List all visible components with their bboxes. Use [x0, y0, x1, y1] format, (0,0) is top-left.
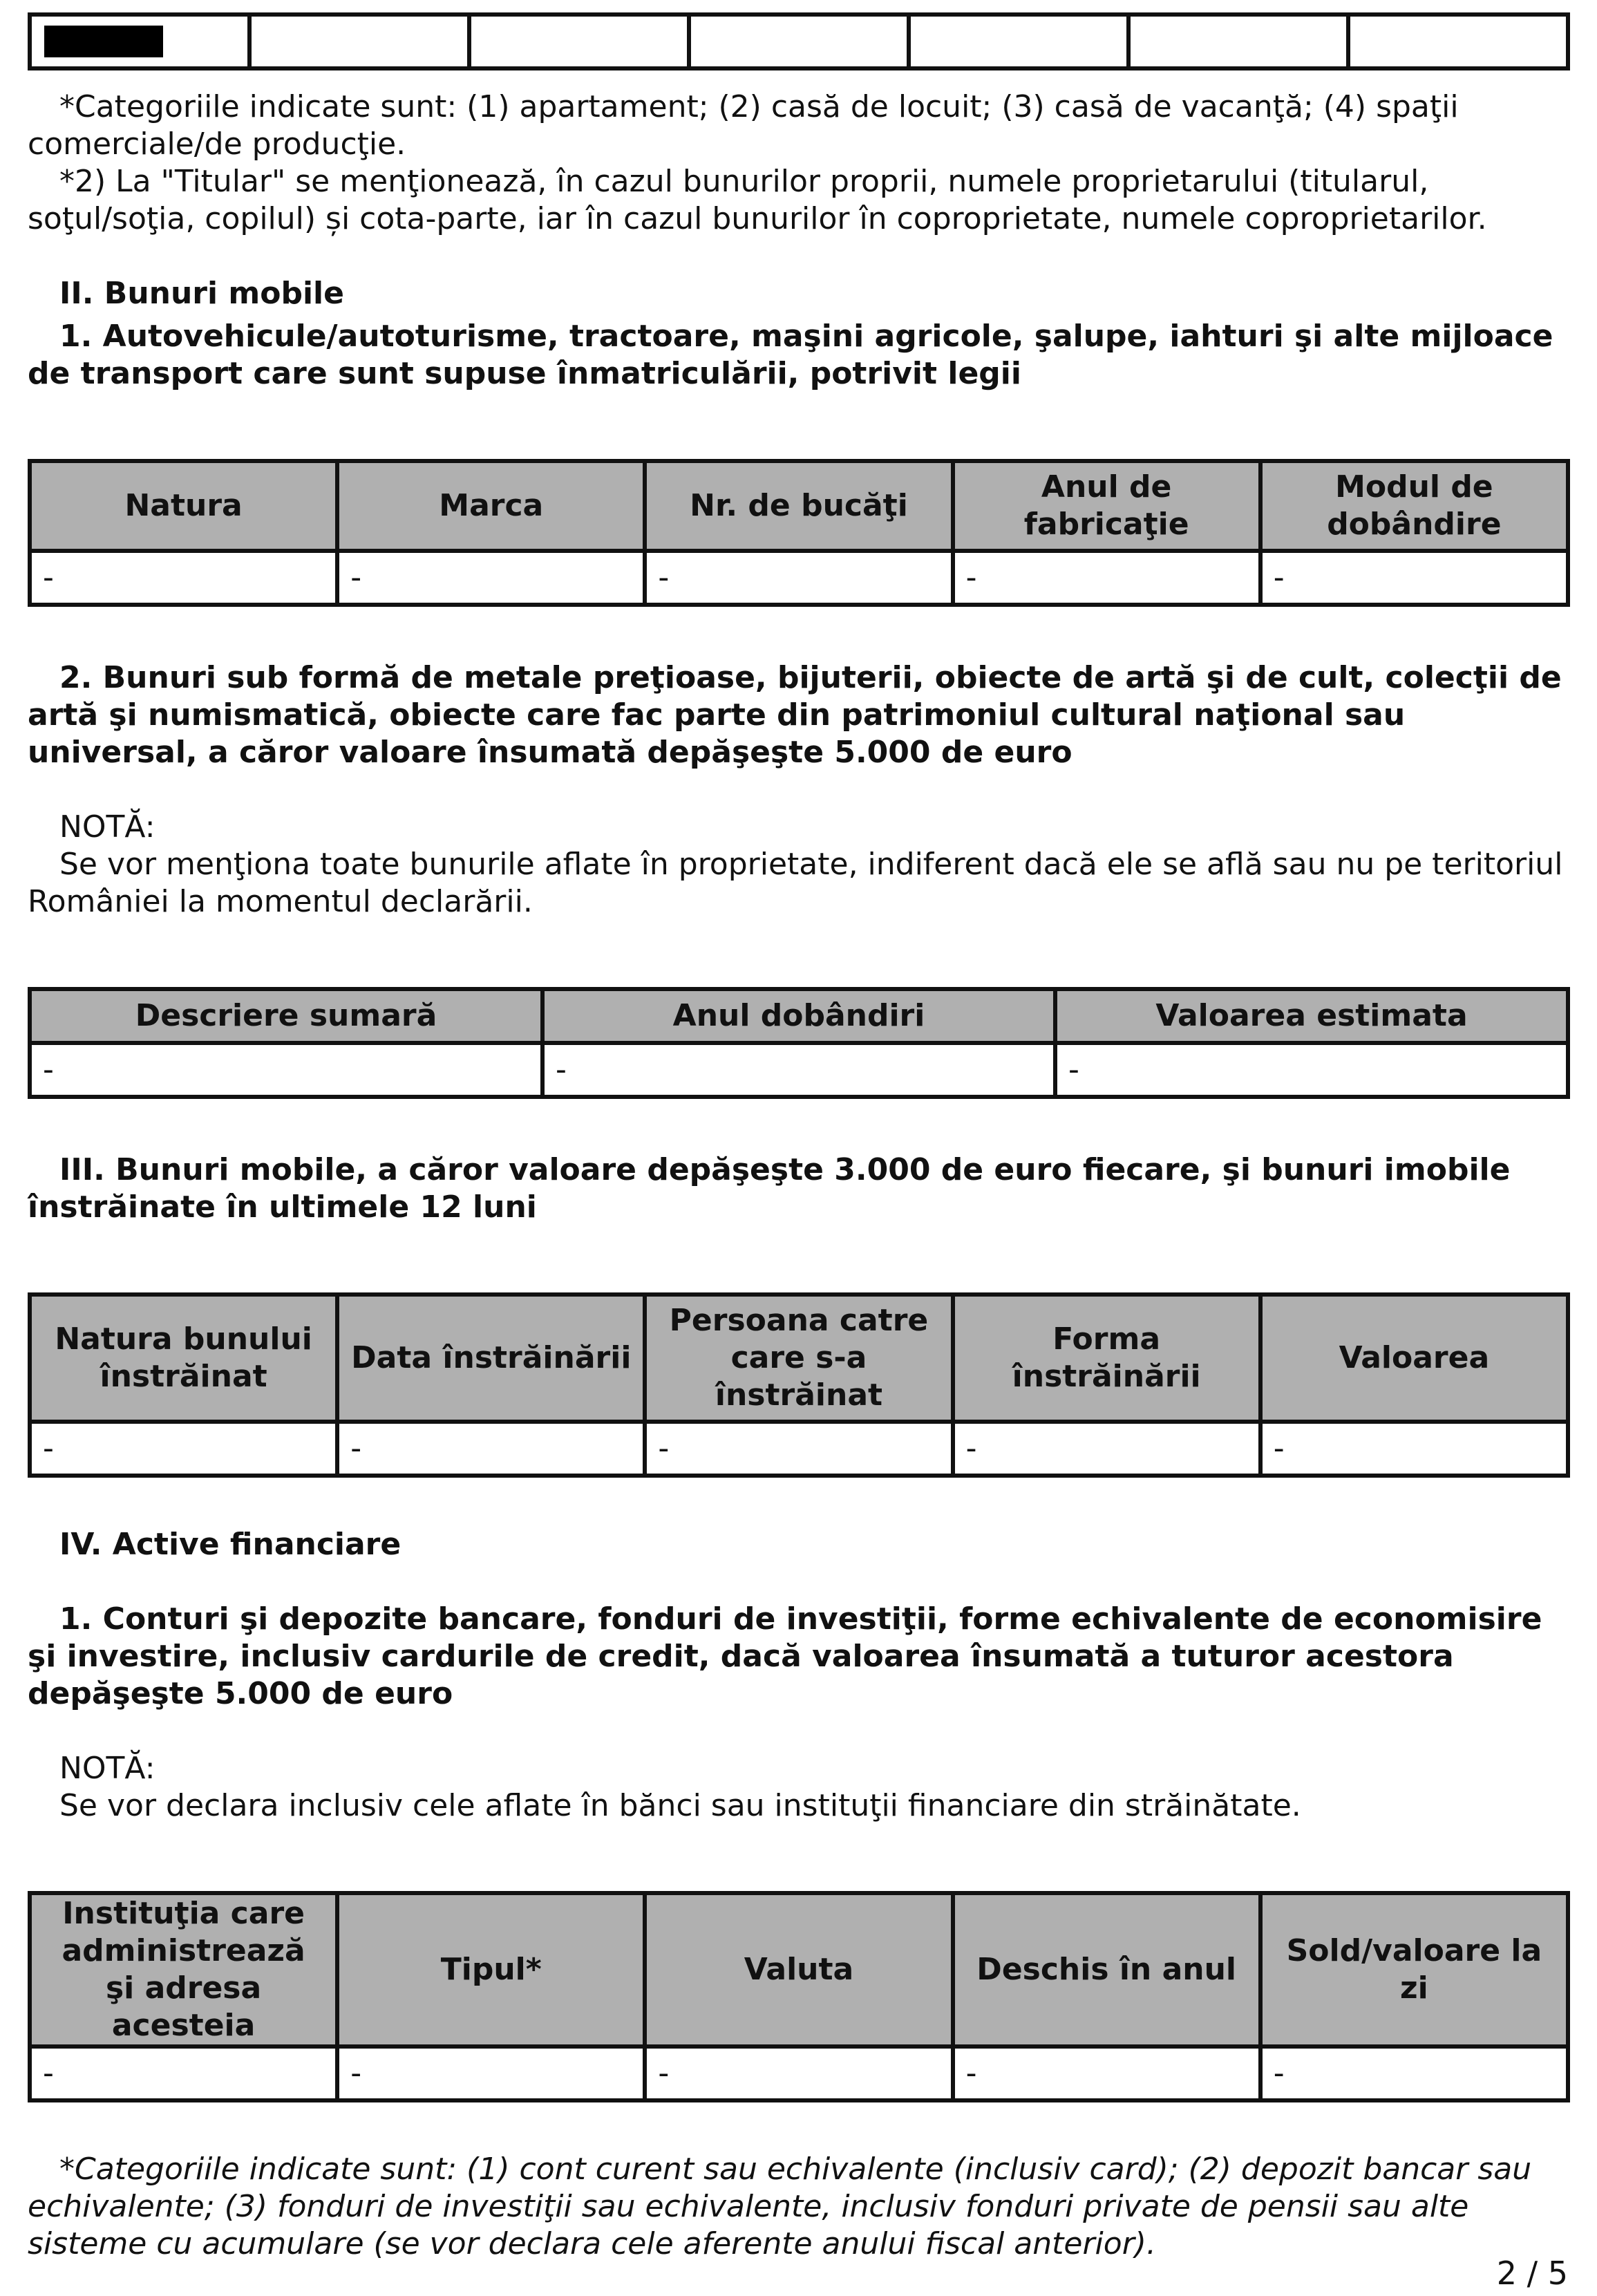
table-cell: -: [542, 1043, 1055, 1097]
table-cell: [249, 15, 469, 68]
col-header: Data înstrăinării: [337, 1295, 645, 1422]
table-cell: -: [1260, 2046, 1568, 2100]
table-row: [30, 1422, 1568, 1476]
table-cell: -: [645, 2046, 952, 2100]
col-header: Natura: [30, 461, 337, 551]
table-row: [30, 551, 1568, 605]
table-cell: [1128, 15, 1348, 68]
section-2-2-title: 2. Bunuri sub formă de metale preţioase, bijuterii, obiecte de artă şi de cult, colecţii de artă şi numismatică, obiecte care fac parte din patrimoniul cultural naţional sau universal, a căror valoare însumată depăşeşte 5.000 de euro: [28, 660, 1562, 770]
table-cell: -: [30, 2046, 337, 2100]
table-cell: -: [30, 551, 337, 605]
table-cell: -: [1260, 1422, 1568, 1476]
col-header: Anul de fabricaţie: [953, 461, 1260, 551]
table-cell: [1348, 15, 1568, 68]
note-label: NOTĂ:: [59, 1751, 155, 1786]
table-cell: -: [953, 1422, 1260, 1476]
col-header: Natura bunului înstrăinat: [30, 1295, 337, 1422]
section-2-title: II. Bunuri mobile: [59, 276, 344, 311]
redaction-bar: [44, 26, 163, 57]
table-cell: -: [337, 551, 645, 605]
table-row: [30, 1043, 1568, 1097]
col-header: Forma înstrăinării: [953, 1295, 1260, 1422]
document-page: [28, 12, 1570, 2263]
real-estate-note-1: *Categoriile indicate sunt: (1) apartament; (2) casă de locuit; (3) casă de vacanţă; (4) spaţii comerciale/de producţie.: [28, 89, 1459, 162]
table-cell: -: [337, 2046, 645, 2100]
table-header-row: [30, 989, 1568, 1043]
bank-accounts-table: [28, 1891, 1570, 2102]
vehicles-table: [28, 459, 1570, 607]
table-cell: -: [953, 551, 1260, 605]
section-4-1-title: 1. Conturi şi depozite bancare, fonduri de investiţii, forme echivalente de economisire şi investire, inclusiv cardurile de credit, dacă valoarea însumată a tuturor acestora depăşeşte 5.000 de euro: [28, 1601, 1542, 1711]
alienated-assets-table: [28, 1292, 1570, 1478]
col-header: Descriere sumară: [30, 989, 542, 1043]
col-header: Sold/valoare la zi: [1260, 1893, 1568, 2046]
col-header: Modul de dobândire: [1260, 461, 1568, 551]
table-cell: -: [1055, 1043, 1568, 1097]
table-cell: -: [645, 551, 952, 605]
table-row: [30, 15, 1568, 68]
table-cell: [909, 15, 1128, 68]
col-header: Marca: [337, 461, 645, 551]
col-header: Valuta: [645, 1893, 952, 2046]
col-header: Valoarea estimata: [1055, 989, 1568, 1043]
col-header: Nr. de bucăţi: [645, 461, 952, 551]
accounts-footnote: *Categoriile indicate sunt: (1) cont curent sau echivalente (inclusiv card); (2) depozit bancar sau echivalente; (3) fonduri de investiţii sau echivalente, inclusiv fonduri private de pensii sau alte sisteme cu acumulare (se vor declara cele aferente anului fiscal anterior).: [28, 2152, 1532, 2261]
real-estate-note-2: *2) La "Titular" se menţionează, în cazul bunurilor proprii, numele proprietarului (titularul, soţul/soţia, copilul) și cota-parte, iar în cazul bunurilor în coproprietate, numele coproprietarilor.: [28, 164, 1487, 236]
note-label: NOTĂ:: [59, 809, 155, 845]
table-cell: -: [30, 1043, 542, 1097]
section-2-1-title: 1. Autovehicule/autoturisme, tractoare, maşini agricole, şalupe, iahturi şi alte mijloace de transport care sunt supuse înmatriculării, potrivit legii: [28, 319, 1553, 391]
col-header: Instituţia care administrează şi adresa acesteia: [30, 1893, 337, 2046]
section-4-title: IV. Active financiare: [59, 1527, 401, 1562]
table-cell: [469, 15, 689, 68]
table-cell: -: [953, 2046, 1260, 2100]
col-header: Deschis în anul: [953, 1893, 1260, 2046]
real-estate-table-tail: [28, 12, 1570, 70]
col-header: Anul dobândiri: [542, 989, 1055, 1043]
table-cell: [689, 15, 909, 68]
table-cell: -: [337, 1422, 645, 1476]
redacted-cell: [30, 15, 249, 68]
col-header: Tipul*: [337, 1893, 645, 2046]
page-number: 2 / 5: [1496, 2255, 1568, 2292]
note-text: Se vor menţiona toate bunurile aflate în proprietate, indiferent dacă ele se află sau nu pe teritoriul României la momentul declarării.: [28, 847, 1563, 919]
table-header-row: [30, 1295, 1568, 1422]
table-row: [30, 2046, 1568, 2100]
table-cell: -: [645, 1422, 952, 1476]
valuables-table: [28, 987, 1570, 1099]
table-cell: -: [30, 1422, 337, 1476]
table-header-row: [30, 1893, 1568, 2046]
col-header: Persoana catre care s-a înstrăinat: [645, 1295, 952, 1422]
col-header: Valoarea: [1260, 1295, 1568, 1422]
table-header-row: [30, 461, 1568, 551]
section-3-title: III. Bunuri mobile, a căror valoare depăşeşte 3.000 de euro fiecare, şi bunuri imobile înstrăinate în ultimele 12 luni: [28, 1152, 1511, 1225]
table-cell: -: [1260, 551, 1568, 605]
note-text: Se vor declara inclusiv cele aflate în bănci sau instituţii financiare din străinătate.: [59, 1788, 1301, 1823]
